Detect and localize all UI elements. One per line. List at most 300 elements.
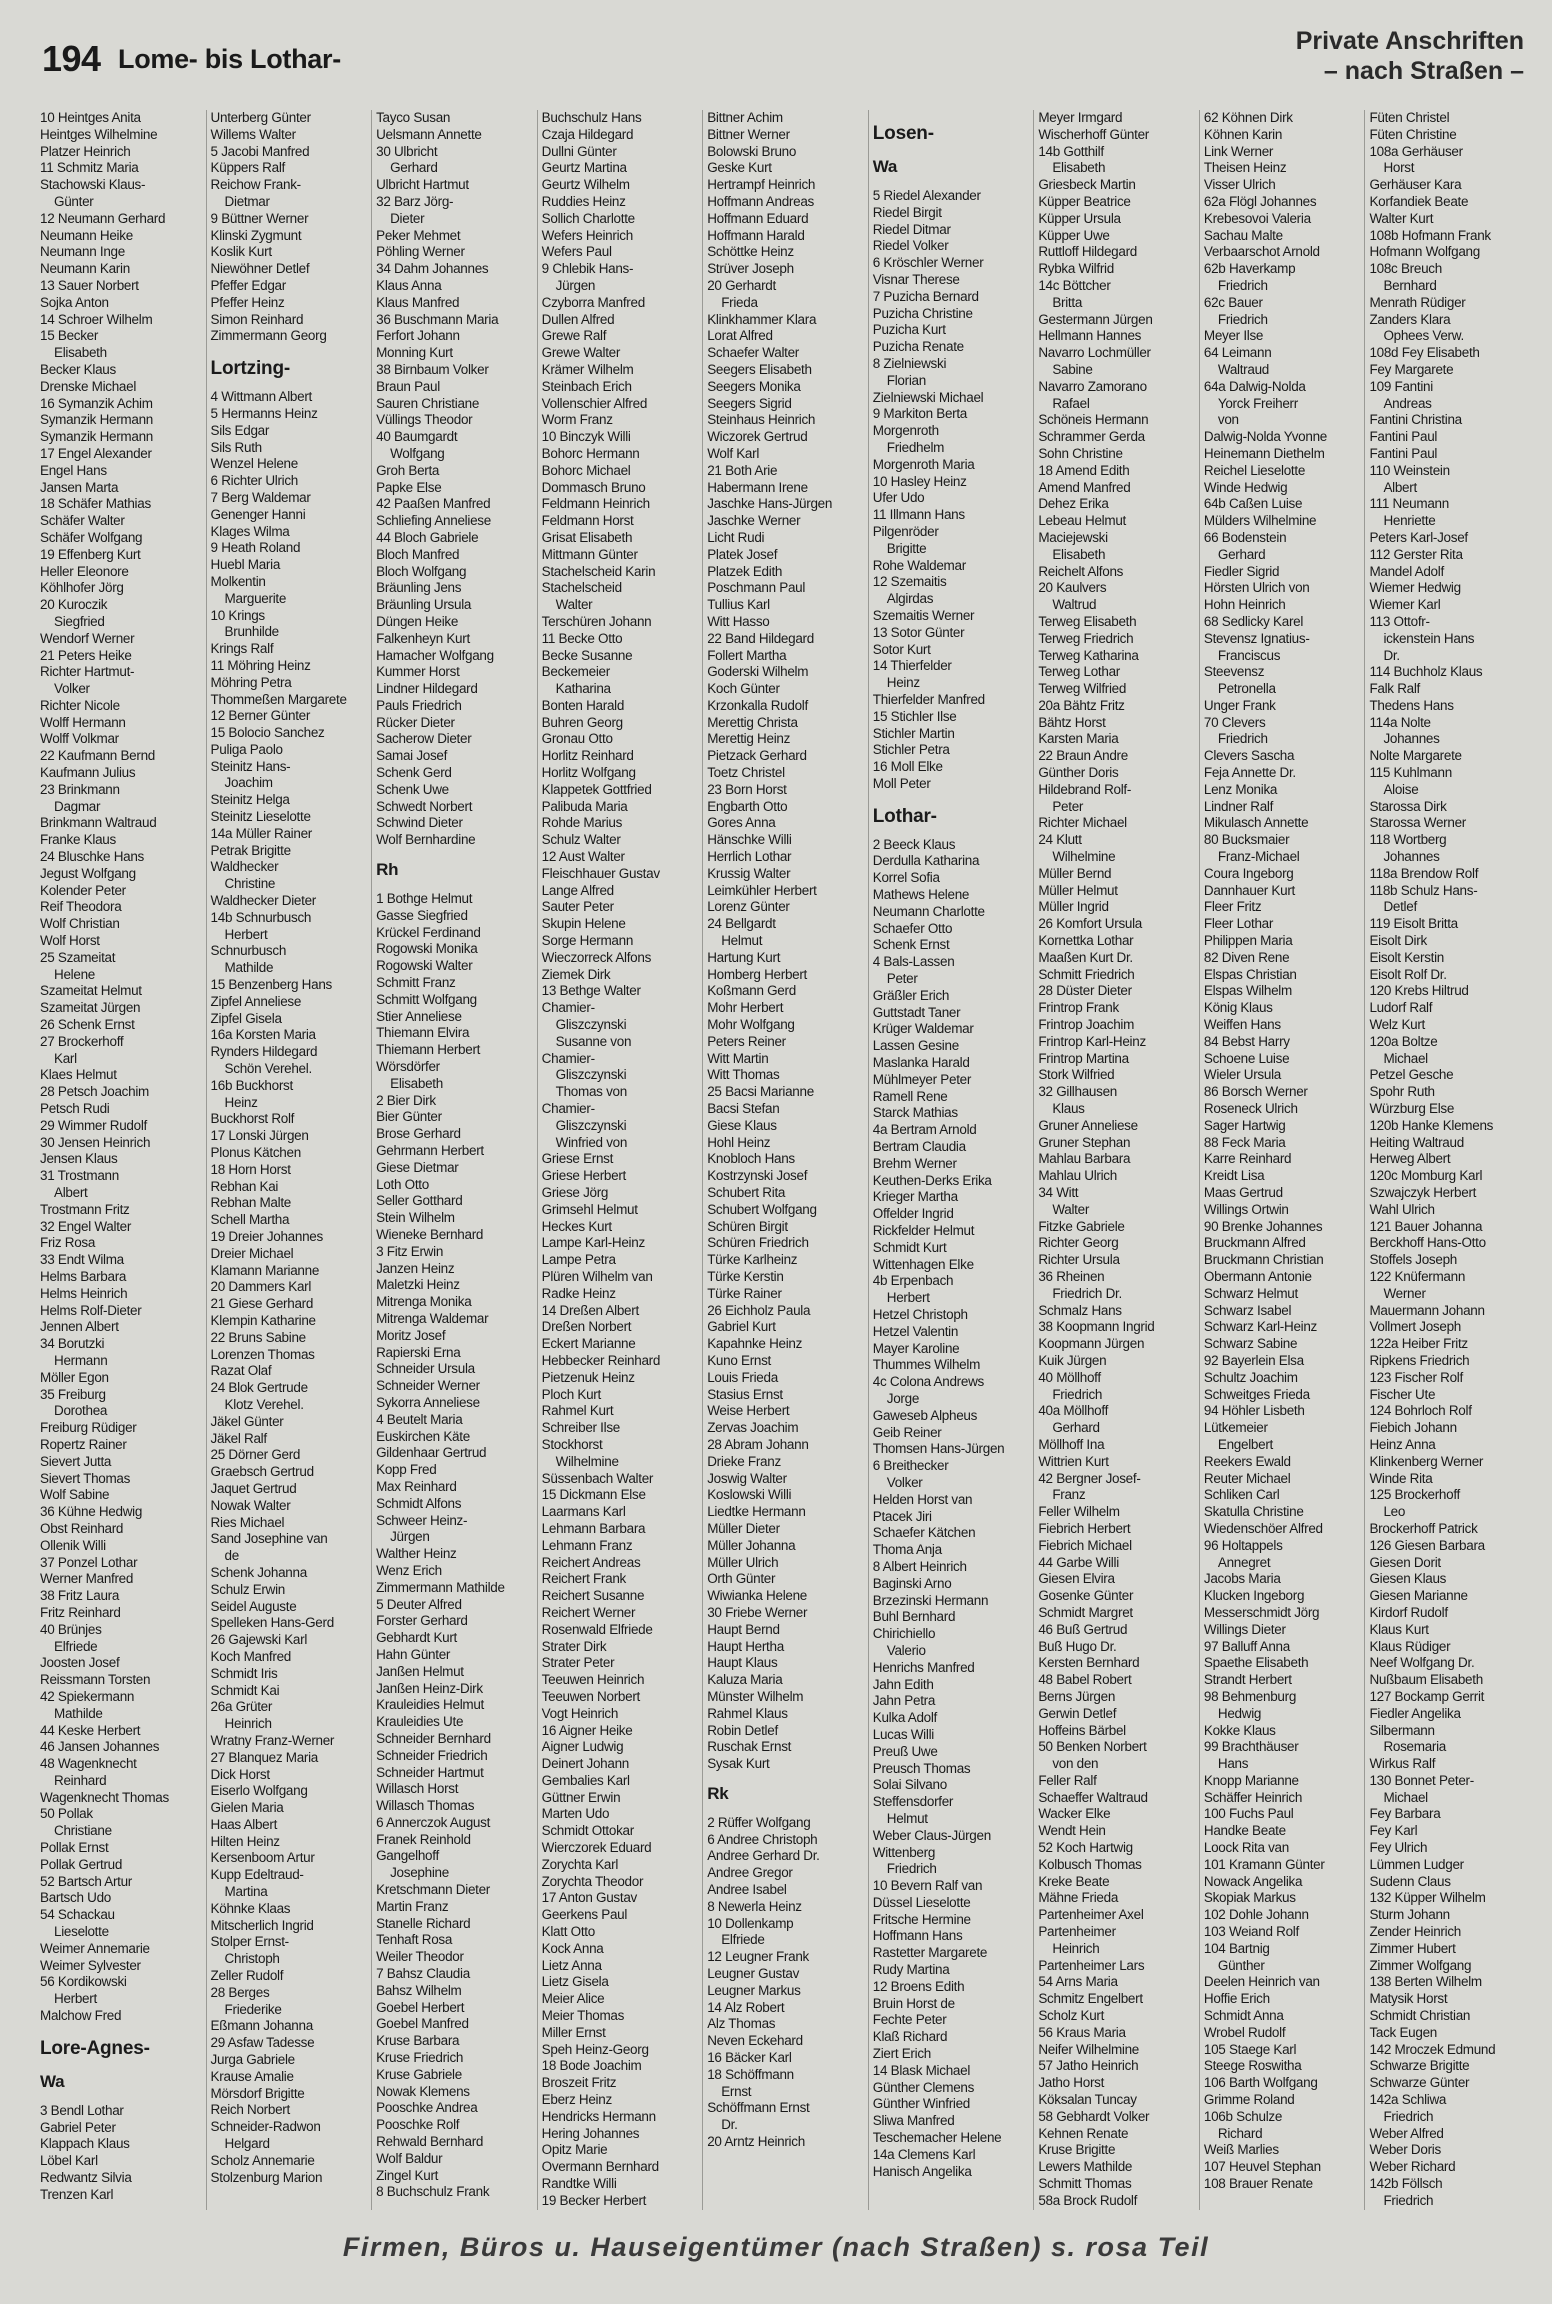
listing-entry: 58 Gebhardt Volker: [1038, 2108, 1150, 2124]
listing-entry: Gasse Siegfried: [376, 907, 468, 923]
listing-entry: 56 Kraus Maria: [1038, 2024, 1126, 2040]
listing-entry: Schmidt Christian: [1369, 2008, 1471, 2024]
listing-entry: 34 Dahm Johannes: [376, 261, 489, 277]
listing-entry: Geerkens Paul: [541, 1907, 628, 1923]
listing-entry: Engbarth Otto: [707, 798, 788, 814]
listing-entry: 27 Brockerhoff: [40, 1033, 124, 1049]
listing-entry: 32 Barz Jörg-: [376, 193, 454, 209]
listing-entry: Petsch Rudi: [40, 1101, 110, 1117]
listing-entry: Meier Thomas: [541, 2008, 625, 2024]
listing-entry: Haas Albert: [210, 1816, 278, 1832]
listing-entry: Jatho Horst: [1038, 2075, 1105, 2091]
listing-entry: Reichel Lieselotte: [1203, 462, 1306, 478]
listing-entry: Sievert Thomas: [40, 1470, 131, 1486]
listing-entry: Lewers Mathilde: [1038, 2159, 1133, 2175]
listing-entry: Düngen Heike: [376, 613, 459, 629]
listing-entry: Goebel Manfred: [376, 2016, 469, 2032]
listing-entry-continuation: Engelbert: [1217, 1436, 1273, 1452]
listing-entry: Wenz Erich: [376, 1562, 442, 1578]
listing-entry: 15 Benzenberg Hans: [210, 977, 332, 993]
listing-entry: Roseneck Ulrich: [1203, 1101, 1298, 1117]
listing-entry: Giesen Dorit: [1369, 1554, 1441, 1570]
listing-entry: Wirkus Ralf: [1369, 1756, 1436, 1772]
listing-entry: Helden Horst van: [872, 1491, 973, 1507]
listing-entry: 10 Heintges Anita: [40, 110, 141, 125]
listing-entry: 20 Kaulvers: [1038, 580, 1107, 596]
listing-entry: Klamann Marianne: [210, 1262, 320, 1278]
listing-entry: 15 Stichler Ilse: [872, 708, 957, 724]
listing-entry: 16 Moll Elke: [872, 759, 943, 775]
listing-entry: 9 Heath Roland: [210, 540, 301, 556]
listing-entry: Werner Manfred: [40, 1571, 134, 1587]
listing-entry: Sollich Charlotte: [541, 210, 635, 226]
listing-entry: Groh Berta: [376, 462, 440, 478]
listing-entry: Gabriel Kurt: [707, 1319, 776, 1335]
listing-entry: Wiemer Hedwig: [1369, 580, 1461, 596]
listing-entry: 86 Borsch Werner: [1203, 1084, 1308, 1100]
listing-entry: Wörsdörfer: [376, 1059, 440, 1075]
listing-entry: 22 Bruns Sabine: [210, 1329, 306, 1345]
listing-entry: 6 Annerczok August: [376, 1814, 491, 1830]
listing-entry: Joosten Josef: [40, 1655, 120, 1671]
listing-entry: Horlitz Reinhard: [541, 748, 634, 764]
listing-entry: Strandt Herbert: [1203, 1672, 1292, 1688]
listing-entry: Giese Klaus: [707, 1117, 777, 1133]
listing-entry: 64b Caßen Luise: [1203, 496, 1303, 512]
listing-entry: Helms Barbara: [40, 1268, 127, 1284]
listing-entry-continuation: Reinhard: [54, 1772, 107, 1788]
listing-entry: Opitz Marie: [541, 2142, 608, 2158]
listing-entry: Mandel Adolf: [1369, 563, 1444, 579]
listing-entry-continuation: Peter: [1052, 798, 1084, 814]
listing-entry: Schwarze Günter: [1369, 2075, 1470, 2091]
listing-entry: 88 Feck Maria: [1203, 1134, 1286, 1150]
listing-entry: Grimme Roland: [1203, 2092, 1295, 2108]
listing-entry-continuation: Gerhard: [390, 160, 438, 176]
listing-entry: Rudy Martina: [872, 1962, 950, 1978]
listing-entry: Friz Rosa: [40, 1235, 96, 1251]
listing-entry: Seegers Elisabeth: [707, 361, 812, 377]
listing-entry: Müller Ingrid: [1038, 899, 1109, 915]
listing-entry: Hetzel Valentin: [872, 1323, 959, 1339]
listing-entry: Lietz Anna: [541, 1957, 602, 1973]
listing-entry: Engel Hans: [40, 462, 107, 478]
listing-entry-continuation: Hedwig: [1217, 1705, 1262, 1721]
listing-entry: 111 Neumann: [1369, 496, 1449, 512]
listing-entry: Zorychta Theodor: [541, 1873, 644, 1889]
listing-entry: Hohn Heinrich: [1203, 597, 1286, 613]
listing-entry: Miller Ernst: [541, 2024, 606, 2040]
listing-entry: Pollak Ernst: [40, 1840, 109, 1856]
listing-entry-continuation: Friedrich: [886, 1861, 937, 1877]
listing-entry: Moritz Josef: [376, 1327, 446, 1343]
listing-entry: Simon Reinhard: [210, 311, 304, 327]
listing-entry: Füten Christine: [1369, 126, 1457, 142]
listing-entry-continuation: Volker: [54, 681, 90, 697]
listing-entry: Derdulla Katharina: [872, 853, 980, 869]
listing-entry: Gebhardt Kurt: [376, 1630, 458, 1646]
listing-entry: Puliga Paolo: [210, 741, 283, 757]
listing-entry-continuation: Gliszczynski: [555, 1017, 627, 1033]
listing-entry: Zipfel Gisela: [210, 1010, 282, 1026]
listing-entry: Walter Kurt: [1369, 210, 1434, 226]
listing-entry-continuation: von: [1217, 412, 1239, 428]
listing-entry: Bloch Wolfgang: [376, 563, 467, 579]
listing-entry: Dommasch Bruno: [541, 479, 646, 495]
listing-entry: Molkentin: [210, 573, 266, 589]
listing-entry: Puzicha Kurt: [872, 322, 946, 338]
listing-entry: Sils Ruth: [210, 439, 262, 455]
listing-entry: Ripkens Friedrich: [1369, 1352, 1470, 1368]
listing-entry: Szameitat Helmut: [40, 983, 142, 999]
listing-entry-continuation: Michael: [1383, 1050, 1428, 1066]
listing-entry: Sysak Kurt: [707, 1756, 770, 1772]
listing-entry: Teschemacher Helene: [872, 2130, 1002, 2146]
listing-entry: 14 Schroer Wilhelm: [40, 311, 153, 327]
listing-entry: 2 Beeck Klaus: [872, 836, 956, 852]
listing-entry: Hoffmann Harald: [707, 227, 805, 243]
listing-entry: Hänschke Willi: [707, 832, 792, 848]
listing-entry: Bittner Werner: [707, 126, 790, 142]
listing-entry-continuation: Hans: [1217, 1756, 1249, 1772]
listing-entry: Bartsch Udo: [40, 1890, 111, 1906]
listing-entry: Gruner Anneliese: [1038, 1117, 1138, 1133]
listing-entry: Rohde Marius: [541, 815, 623, 831]
listing-entry: 84 Bebst Harry: [1203, 1033, 1290, 1049]
listing-entry: Würzburg Else: [1369, 1101, 1455, 1117]
listing-entry: Brockerhoff Patrick: [1369, 1520, 1478, 1536]
listing-entry: 22 Kaufmann Bernd: [40, 748, 155, 764]
listing-entry-continuation: Jürgen: [390, 1529, 430, 1545]
listing-entry: Aigner Ludwig: [541, 1739, 624, 1755]
listing-entry: 15 Dickmann Else: [541, 1487, 646, 1503]
listing-entry: Feldmann Horst: [541, 513, 634, 529]
listing-entry-continuation: de: [224, 1548, 239, 1564]
listing-entry: 26 Komfort Ursula: [1038, 916, 1143, 932]
listing-entry: 52 Koch Hartwig: [1038, 1840, 1133, 1856]
listing-entry: Heintges Wilhelmine: [40, 126, 158, 142]
listing-entry-continuation: Schön Verehel.: [224, 1061, 312, 1077]
listing-entry: Fantini Christina: [1369, 412, 1462, 428]
listing-entry: 25 Szameitat: [40, 949, 116, 965]
listing-entry: Rebhan Kai: [210, 1178, 279, 1194]
listing-entry-continuation: Elisabeth: [1052, 546, 1106, 562]
listing-entry: Mohr Herbert: [707, 1000, 784, 1016]
listing-entry: Krebesovoi Valeria: [1203, 210, 1311, 226]
listing-entry: 99 Brachthäuser: [1203, 1739, 1299, 1755]
listing-entry: Neumann Inge: [40, 244, 125, 260]
listing-entry: Eßmann Johanna: [210, 2018, 313, 2034]
listing-entry: 25 Bacsi Marianne: [707, 1084, 814, 1100]
listing-entry: Sand Josephine van: [210, 1531, 328, 1547]
listing-entry: 114 Buchholz Klaus: [1369, 664, 1483, 680]
listing-entry: 36 Kühne Hedwig: [40, 1504, 143, 1520]
listing-entry: Jegust Wolfgang: [40, 865, 136, 881]
listing-entry: 107 Heuvel Stephan: [1203, 2159, 1321, 2175]
listing-entry: Reichert Andreas: [541, 1554, 641, 1570]
listing-entry: Müller Ulrich: [707, 1554, 779, 1570]
listing-entry: Kruse Barbara: [376, 2033, 460, 2049]
listing-entry: Schmidt Kai: [210, 1682, 280, 1698]
listing-entry: 80 Bucksmaier: [1203, 832, 1290, 848]
listing-entry: Schneider Friedrich: [376, 1747, 488, 1763]
listing-entry: Köksalan Tuncay: [1038, 2092, 1137, 2108]
listing-entry: 4a Bertram Arnold: [872, 1122, 977, 1138]
listing-entry: Klaß Richard: [872, 2029, 948, 2045]
listing-entry: Meier Alice: [541, 1991, 605, 2007]
listing-entry: Klaus Anna: [376, 277, 442, 293]
listing-entry: 2 Bier Dirk: [376, 1092, 436, 1108]
listing-entry: 42 Bergner Josef-: [1038, 1470, 1141, 1486]
listing-entry: 57 Jatho Heinrich: [1038, 2058, 1139, 2074]
listing-entry: Korrel Sofia: [872, 870, 940, 886]
listing-entry: 30 Ulbricht: [376, 143, 438, 159]
listing-entry: Rebhan Malte: [210, 1195, 291, 1211]
listing-entry: 113 Ottofr-: [1369, 613, 1430, 629]
listing-entry-continuation: Marguerite: [224, 590, 287, 606]
listing-entry: Gangelhoff: [376, 1848, 439, 1864]
listing-entry-continuation: Werner: [1383, 1285, 1426, 1301]
listing-entry: Mörsdorf Brigitte: [210, 2085, 305, 2101]
listing-entry: Kupp Edeltraud-: [210, 1867, 304, 1883]
listing-entry: Rücker Dieter: [376, 714, 455, 730]
listing-entry: Wolf Christian: [40, 916, 120, 932]
listing-entry-continuation: Friedhelm: [886, 439, 945, 455]
listing-entry: Wiczorek Gertrud: [707, 429, 808, 445]
listing-entry: Dannhauer Kurt: [1203, 882, 1295, 898]
listing-entry: 96 Holtappels: [1203, 1537, 1283, 1553]
listing-entry-continuation: Lieselotte: [54, 1924, 109, 1940]
listing-entry: Stachelscheid: [541, 580, 622, 596]
listing-entry: Müller Bernd: [1038, 865, 1112, 881]
listing-entry: 40a Möllhoff: [1038, 1403, 1109, 1419]
listing-entry: Chirichiello: [872, 1626, 936, 1642]
listing-entry: Weber Doris: [1369, 2142, 1441, 2158]
district-code: Wa: [872, 157, 898, 176]
listing-entry: 58a Brock Rudolf: [1038, 2192, 1138, 2208]
listing-entry: Pfeffer Edgar: [210, 277, 286, 293]
listing-entry: 18 Amend Edith: [1038, 462, 1130, 478]
listing-entry: 54 Schackau: [40, 1907, 115, 1923]
listing-entry: Schwarz Sabine: [1203, 1336, 1298, 1352]
listing-entry: Stork Wilfried: [1038, 1067, 1115, 1083]
listing-entry: 123 Fischer Rolf: [1369, 1369, 1463, 1385]
listing-entry: 56 Kordikowski: [40, 1974, 127, 1990]
listing-entry: Wrobel Rudolf: [1203, 2024, 1286, 2040]
listing-entry: Karsten Maria: [1038, 731, 1119, 747]
listing-entry: Stein Wilhelm: [376, 1210, 455, 1226]
listing-entry: Wieczorreck Alfons: [541, 949, 652, 965]
listing-entry: Reich Norbert: [210, 2102, 290, 2118]
listing-entry: 132 Küpper Wilhelm: [1369, 1890, 1486, 1906]
listing-entry: Beckemeier: [541, 664, 610, 680]
listing-entry: Sauren Christiane: [376, 395, 480, 411]
listing-entry: Waldhecker: [210, 859, 279, 875]
listing-entry: Tayco Susan: [376, 110, 451, 125]
listing-entry: 62a Flögl Johannes: [1203, 193, 1317, 209]
listing-entry: Schmitt Wolfgang: [376, 991, 477, 1007]
listing-entry: Rastetter Margarete: [872, 1945, 988, 1961]
listing-entry: 108c Breuch: [1369, 261, 1442, 277]
listing-entry: Sohn Christine: [1038, 445, 1123, 461]
listing-entry: 3 Bendl Lothar: [40, 2102, 124, 2118]
listing-entry: Schmitz Engelbert: [1038, 1991, 1143, 2007]
listing-entry: Jennen Albert: [40, 1319, 119, 1335]
listing-entry: Riedel Birgit: [872, 204, 942, 220]
listing-entry: Terweg Elisabeth: [1038, 613, 1137, 629]
listing-entry: 94 Höhler Lisbeth: [1203, 1403, 1305, 1419]
listing-entry: Stachowski Klaus-: [40, 177, 146, 193]
listing-entry: Unger Frank: [1203, 697, 1276, 713]
listing-entry: Zimmer Hubert: [1369, 1940, 1456, 1956]
listing-entry: 17 Lonski Jürgen: [210, 1128, 309, 1144]
listing-entry: Tack Eugen: [1369, 2024, 1437, 2040]
listing-entry: Huebl Maria: [210, 557, 281, 573]
listing-entry: Kruse Gabriele: [376, 2066, 462, 2082]
listing-entry: Berckhoff Hans-Otto: [1369, 1235, 1486, 1251]
listing-entry: Mathews Helene: [872, 887, 970, 903]
listing-entry: Feller Wilhelm: [1038, 1504, 1120, 1520]
listing-entry-continuation: Hermann: [54, 1352, 108, 1368]
listing-entry: Witt Hasso: [707, 613, 770, 629]
listing-entry: Weimer Sylvester: [40, 1957, 141, 1973]
listing-entry: Obst Reinhard: [40, 1520, 124, 1536]
listing-entry-continuation: Frieda: [721, 294, 758, 310]
section-title-line2: – nach Straßen –: [1323, 57, 1524, 85]
listing-entry: 16 Bäcker Karl: [707, 2050, 792, 2066]
listing-entry: 46 Buß Gertrud: [1038, 1621, 1128, 1637]
listing-entry-continuation: Franz-Michael: [1217, 849, 1300, 865]
listing-entry: 28 Abram Johann: [707, 1436, 809, 1452]
listing-entry: Radke Heinz: [541, 1285, 616, 1301]
listing-entry-continuation: Christoph: [224, 1951, 280, 1967]
listing-entry: Kopp Fred: [376, 1462, 437, 1478]
listing-entry: Weimer Annemarie: [40, 1940, 150, 1956]
listing-entry: Becker Klaus: [40, 361, 116, 377]
listing-entry: 3 Fitz Erwin: [376, 1243, 444, 1259]
listing-entry: Chamier-: [541, 1000, 595, 1016]
listing-entry: Klappetek Gottfried: [541, 781, 652, 797]
listing-entry: 14 Blask Michael: [872, 2062, 971, 2078]
listing-entry: Kummer Horst: [376, 664, 460, 680]
listing-entry: Worm Franz: [541, 412, 613, 428]
listing-entry-continuation: Susanne von: [555, 1033, 632, 1049]
listing-entry: Terweg Friedrich: [1038, 630, 1134, 646]
listing-entry: Buckhorst Rolf: [210, 1111, 295, 1127]
listing-entry: Rickfelder Helmut: [872, 1223, 975, 1239]
listing-entry: Fiebrich Michael: [1038, 1537, 1132, 1553]
listing-entry: Wittenhagen Elke: [872, 1256, 974, 1272]
listing-entry: Vüllings Theodor: [376, 412, 473, 428]
listing-entry: Hanisch Angelika: [872, 2163, 972, 2179]
listing-entry: Czyborra Manfred: [541, 294, 645, 310]
listing-entry: Rogowski Monika: [376, 941, 478, 957]
listing-entry-continuation: Joachim: [224, 775, 273, 791]
listing-entry: Lebeau Helmut: [1038, 513, 1126, 529]
listing-entry: Strüver Joseph: [707, 261, 794, 277]
listing-entry: Klaus Manfred: [376, 294, 460, 310]
listing-entry: 18 Bode Joachim: [541, 2058, 642, 2074]
listing-entry: Gosenke Günter: [1038, 1588, 1134, 1604]
listing-entry: Schulz Erwin: [210, 1581, 285, 1597]
listing-entry: Kretschmann Dieter: [376, 1882, 491, 1898]
listing-entry: Pooschke Andrea: [376, 2100, 478, 2116]
listing-entry-continuation: Friederike: [224, 2001, 282, 2017]
listing-entry-continuation: Dieter: [390, 210, 425, 226]
street-heading: Losen-: [872, 123, 934, 144]
listing-entry-continuation: Petronella: [1217, 681, 1276, 697]
listing-entry-continuation: Dietmar: [224, 193, 270, 209]
listing-entry: Zingel Kurt: [376, 2167, 439, 2183]
listing-entry: 108 Brauer Renate: [1203, 2176, 1313, 2192]
listing-entry-continuation: Helgard: [224, 2136, 270, 2152]
listing-entry: Ziert Erich: [872, 2046, 931, 2062]
listing-entry: Platzer Heinrich: [40, 143, 131, 159]
listing-entry: Thummes Wilhelm: [872, 1357, 981, 1373]
listing-entry: 120b Hanke Klemens: [1369, 1117, 1494, 1133]
listing-entry: Hertrampf Heinrich: [707, 177, 816, 193]
listing-entry: Goderski Wilhelm: [707, 664, 809, 680]
listing-entry: Lütkemeier: [1203, 1420, 1268, 1436]
listing-entry: Pietzenuk Heinz: [541, 1369, 635, 1385]
listing-entry: Richter Hartmut-: [40, 664, 135, 680]
listing-entry: Haupt Klaus: [707, 1655, 778, 1671]
listing-entry: Terweg Katharina: [1038, 647, 1139, 663]
listing-entry: Elspas Christian: [1203, 966, 1297, 982]
listing-entry: 120c Momburg Karl: [1369, 1168, 1483, 1184]
listing-entry: 30 Friebe Werner: [707, 1604, 808, 1620]
listing-entry: Sager Hartwig: [1203, 1117, 1286, 1133]
listing-entry: Kock Anna: [541, 1940, 604, 1956]
listing-entry: Richter Michael: [1038, 815, 1127, 831]
listing-entry: Mitrenga Waldemar: [376, 1310, 489, 1326]
listing-entry: Klaes Helmut: [40, 1067, 117, 1083]
listing-entry-continuation: Bernhard: [1383, 277, 1437, 293]
listing-entry-continuation: Gerhard: [1052, 1420, 1100, 1436]
listing-entry: Terweg Lothar: [1038, 664, 1120, 680]
listing-entry: Jaschke Werner: [707, 513, 801, 529]
listing-entry: Hamacher Wolfgang: [376, 647, 494, 663]
listing-entry: Gaweseb Alpheus: [872, 1407, 978, 1423]
listing-entry: 120a Boltze: [1369, 1033, 1438, 1049]
listing-entry: 8 Newerla Heinz: [707, 1898, 802, 1914]
listing-entry-continuation: Ernst: [721, 2083, 752, 2099]
listing-entry: Riedel Ditmar: [872, 221, 951, 237]
listing-entry: Lehmann Barbara: [541, 1520, 646, 1536]
listing-entry-continuation: Henriette: [1383, 513, 1436, 529]
listing-entry: Wolf Bernhardine: [376, 832, 476, 848]
listing-entry: 125 Brockerhoff: [1369, 1487, 1460, 1503]
listing-entry: Messerschmidt Jörg: [1203, 1604, 1320, 1620]
listing-entry: Jensen Klaus: [40, 1151, 118, 1167]
listing-entry: Klaus Rüdiger: [1369, 1638, 1451, 1654]
listing-entry: Klappach Klaus: [40, 2136, 130, 2152]
directory-column: [537, 110, 695, 2210]
listing-entry: Terschüren Johann: [541, 613, 652, 629]
listing-entry: Güttner Erwin: [541, 1789, 621, 1805]
listing-entry: Klinski Zygmunt: [210, 227, 302, 243]
listing-entry: 102 Dohle Johann: [1203, 1907, 1309, 1923]
listing-entry-continuation: Elisabeth: [54, 345, 107, 361]
listing-entry: Lange Alfred: [541, 882, 614, 898]
listing-entry: Frintrop Karl-Heinz: [1038, 1033, 1146, 1049]
listing-entry: Drenske Michael: [40, 378, 137, 394]
listing-entry: Kirdorf Rudolf: [1369, 1604, 1448, 1620]
listing-entry: Walther Heinz: [376, 1546, 457, 1562]
listing-entry: Küpper Ursula: [1038, 210, 1121, 226]
page-range-title: Lome- bis Lothar-: [118, 44, 341, 74]
listing-entry: Ramell Rene: [872, 1088, 948, 1104]
